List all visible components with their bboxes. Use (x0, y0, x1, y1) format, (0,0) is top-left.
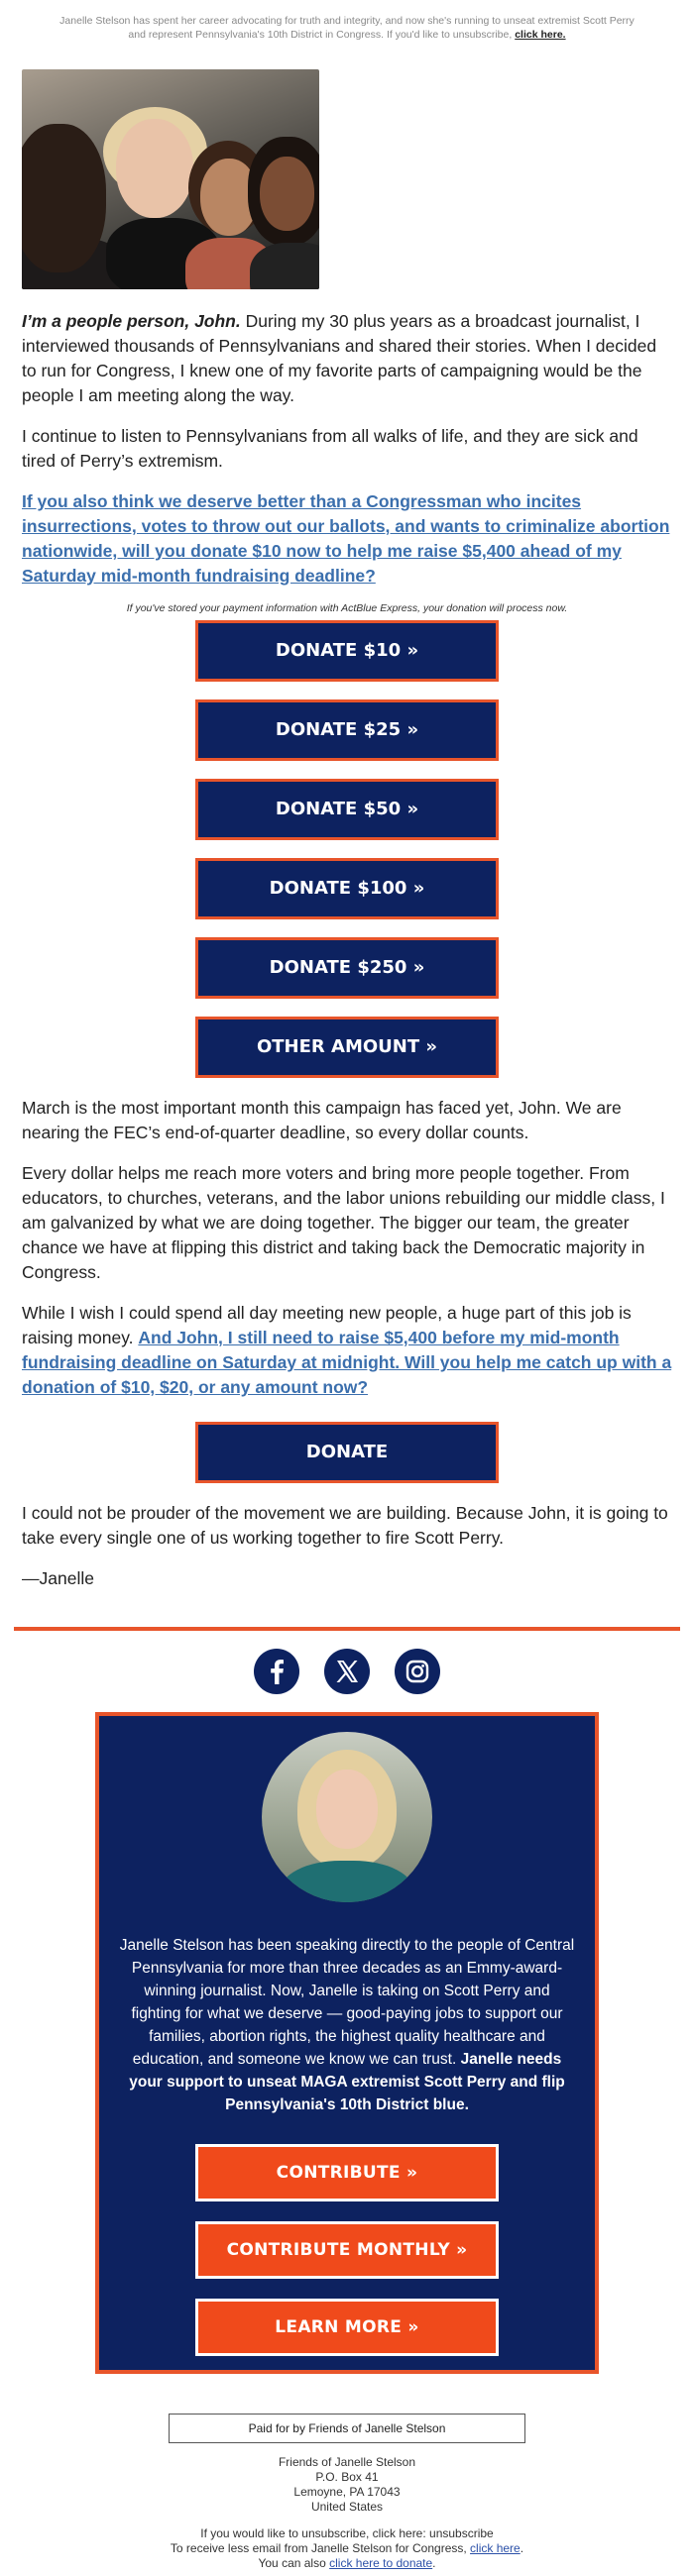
paragraph-proud: I could not be prouder of the movement we are building. Because John, it is going to take every single one of us working together to fire Scott Perry. (22, 1503, 668, 1548)
donate-25-button[interactable]: DONATE $25 » (195, 699, 499, 761)
ask-link[interactable]: If you also think we deserve better than a Congressman who incites insurrections, votes to throw out our ballots, and wants to criminalize abortion nationwide, will you donate $10 now to help me raise $5,400 ahead of my Saturday mid-month fundraising deadline? (22, 491, 670, 586)
bio-text (119, 1934, 575, 2116)
signoff: —Janelle (22, 1568, 94, 1588)
contribute-button[interactable]: CONTRIBUTE » (195, 2144, 499, 2201)
catch-up-link[interactable]: And John, I still need to raise $5,400 before my mid-month fundraising deadline on Saturday at midnight. Will you help me catch up with a donation of $10, $20, or any amount now? (22, 1328, 672, 1397)
paragraph-every-dollar: Every dollar helps me reach more voters and bring more people together. From educators, to churches, veterans, and the labor unions rebuilding our middle class, I am galvanized by what we are doing together. The bigger our team, the greater chance we have at flipping this district and taking back the Democratic majority in Congress. (22, 1163, 665, 1282)
donate-button[interactable]: DONATE (195, 1422, 499, 1483)
preheader-unsubscribe-link[interactable]: click here. (515, 29, 566, 41)
bio-button-group (119, 2144, 575, 2356)
paragraph-march: March is the most important month this campaign has faced yet, John. We are nearing the FEC’s end-of-quarter deadline, so every dollar counts. (22, 1098, 622, 1142)
donate-text: You can also (258, 2556, 330, 2570)
x-icon[interactable] (324, 1649, 370, 1694)
instagram-icon[interactable] (395, 1649, 440, 1694)
paragraph-raising-money (14, 1301, 680, 1400)
paid-for-disclaimer: Paid for by Friends of Janelle Stelson (169, 2414, 525, 2443)
footer-unsubscribe[interactable]: If you would like to unsubscribe, click here: unsubscribe (200, 2526, 494, 2540)
email-body (10, 69, 684, 2571)
paragraph-listen: I continue to listen to Pennsylvanians from all walks of life, and they are sick and tired of Perry’s extremism. (22, 426, 638, 471)
donate-button-group (14, 620, 680, 1078)
donate-100-button[interactable]: DONATE $100 » (195, 858, 499, 919)
less-email-link[interactable]: click here (470, 2541, 520, 2555)
footer-less-email: To receive less email from Janelle Stelson for Congress, click here. (170, 2541, 524, 2555)
bio-support-ask: Janelle needs your support to unseat MAGA extremist Scott Perry and flip Pennsylvania's 10th District blue. (129, 2051, 565, 2113)
less-email-text: To receive less email from Janelle Stelson for Congress, (170, 2541, 471, 2555)
footer-address-line: Friends of Janelle Stelson (278, 2455, 416, 2469)
intro-lead: I’m a people person, John. (22, 311, 241, 331)
donate-other-amount-button[interactable]: OTHER AMOUNT » (195, 1017, 499, 1078)
actblue-express-note: If you've stored your payment information with ActBlue Express, your donation will process now. (126, 602, 568, 614)
footer-donate-link[interactable]: click here to donate (329, 2556, 433, 2570)
donate-50-button[interactable]: DONATE $50 » (195, 779, 499, 840)
footer-address-line: United States (310, 2500, 384, 2514)
bio-description: Janelle Stelson has been speaking directly to the people of Central Pennsylvania for more than three decades as an Emmy-award-winning journalist. Now, Janelle is taking on Scott Perry and fighting for what we deserve — good-paying jobs to support our families, abortion rights, the highest quality healthcare and education, and someone we know we can trust. (119, 1937, 575, 2068)
preheader-text: Janelle Stelson has spent her career advocating for truth and integrity, and now she's running to unseat extremist Scott Perry and represent Pennsylvania's 10th District in Congress. If you'd like to unsubscribe, (59, 15, 635, 41)
footer-donate: You can also click here to donate. (258, 2556, 436, 2570)
intro-text: During my 30 plus years as a broadcast journalist, I interviewed thousands of Pennsylvanians and shared their stories. When I decided to run for Congress, I knew one of my favorite parts of campaigning would be the people I am meeting along the way. (22, 311, 657, 405)
social-links (14, 1649, 680, 1698)
facebook-icon[interactable] (254, 1649, 299, 1694)
intro-paragraph (14, 309, 680, 408)
campaign-photo (22, 69, 319, 289)
ask-paragraph (14, 489, 680, 589)
footer-address-line: P.O. Box 41 (315, 2470, 379, 2484)
bio-card (95, 1712, 599, 2374)
donate-250-button[interactable]: DONATE $250 » (195, 937, 499, 999)
contribute-monthly-button[interactable]: CONTRIBUTE MONTHLY » (195, 2221, 499, 2279)
footer (14, 2455, 680, 2571)
donate-10-button[interactable]: DONATE $10 » (195, 620, 499, 682)
footer-address-line: Lemoyne, PA 17043 (293, 2485, 401, 2499)
learn-more-button[interactable]: LEARN MORE » (195, 2299, 499, 2356)
preheader (50, 0, 644, 42)
candidate-avatar (262, 1732, 432, 1902)
raising-money-text: While I wish I could spend all day meeting new people, a huge part of this job is raising money. (22, 1303, 632, 1347)
divider (14, 1627, 680, 1631)
